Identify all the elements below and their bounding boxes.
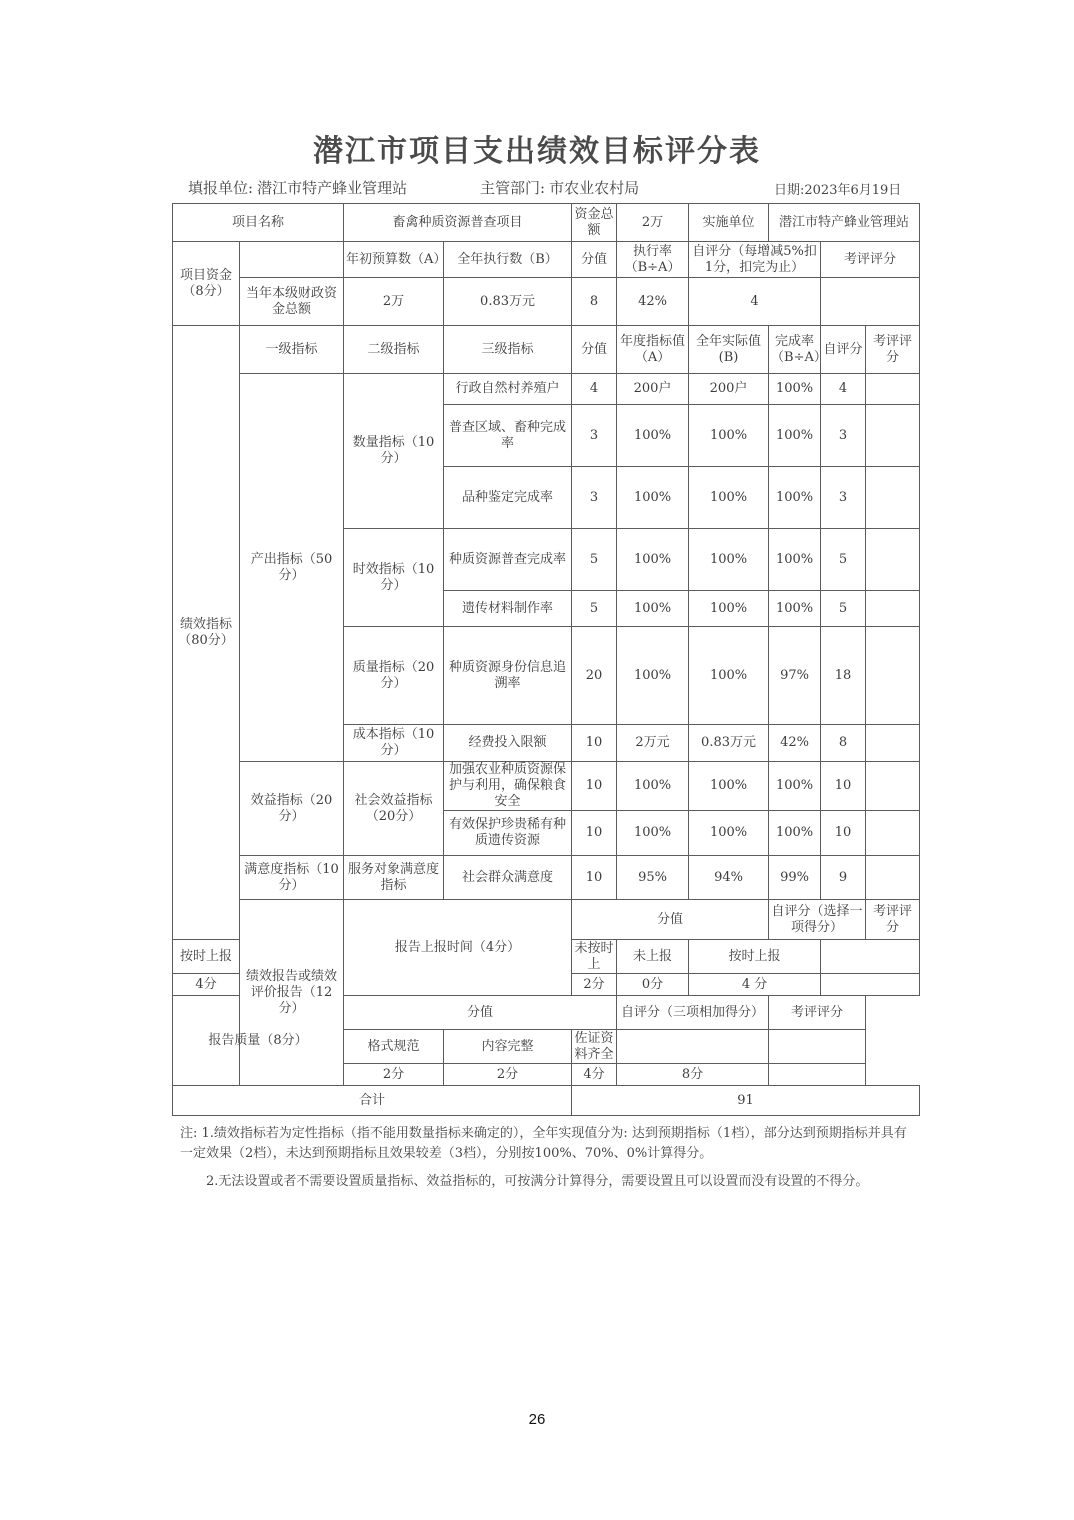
l3-score: 3: [572, 405, 617, 467]
l2-cost: 成本指标（10分）: [344, 725, 444, 762]
fund-col-rate: 执行率（B÷A）: [617, 242, 689, 278]
note-1: 注: 1.绩效指标若为定性指标（指不能用数量指标来确定的），全年实现值分为: 达到预期指标（1档），部分达到预期指标并具有一定效果（2档），未达到预期指标且效果较差（3档），分别按100%、70%、0%计算得分。: [180, 1126, 907, 1161]
l3-name: 种质资源普查完成率: [444, 529, 572, 591]
l3-target: 200户: [617, 374, 689, 405]
l3-review: [866, 856, 920, 900]
report-quality-pts2: 2分: [444, 1064, 572, 1086]
l3-target: 100%: [617, 591, 689, 627]
l3-target: 95%: [617, 856, 689, 900]
perf-h-review: 考评评分: [866, 326, 920, 374]
l3-score: 4: [572, 374, 617, 405]
fund-score: 8: [572, 278, 617, 326]
l3-rate: 99%: [769, 856, 821, 900]
perf-h-target: 年度指标值（A）: [617, 326, 689, 374]
fund-row-label: 当年本级财政资金总额: [240, 278, 344, 326]
report-quality-self-cell: [617, 1030, 769, 1064]
report-time-pts2: 2分: [572, 974, 617, 996]
total-value: 91: [572, 1086, 920, 1116]
l3-score: 5: [572, 529, 617, 591]
report-quality-pts3: 4分: [572, 1064, 617, 1086]
report-quality-label: 报告质量（8分）: [173, 996, 344, 1086]
page-title: 潜江市项目支出绩效目标评分表: [313, 134, 761, 169]
perf-h-l2: 二级指标: [344, 326, 444, 374]
report-date-value: 2023年6月19日: [804, 183, 902, 198]
l3-review: [866, 627, 920, 725]
fund-header-row: [173, 242, 920, 278]
report-time-self-label: 自评分（选择一项得分）: [769, 900, 866, 940]
l2-social: 社会效益指标（20分）: [344, 762, 444, 856]
total-label: 合计: [173, 1086, 572, 1116]
l3-rate: 100%: [769, 591, 821, 627]
l3-review: [866, 591, 920, 627]
report-time-header-row: [173, 900, 920, 940]
l3-name: 遗传材料制作率: [444, 591, 572, 627]
l1-satisfaction: 满意度指标（10分）: [240, 856, 344, 900]
l3-self: 5: [821, 529, 866, 591]
l2-service: 服务对象满意度指标: [344, 856, 444, 900]
supervising-dept: [480, 177, 639, 198]
fund-col-self: 自评分（每增减5%扣1分，扣完为止）: [689, 242, 821, 278]
fund-review-score: [821, 278, 920, 326]
report-time-review-pts: [821, 974, 920, 996]
fund-exec: 0.83万元: [444, 278, 572, 326]
fund-budget: 2万: [344, 278, 444, 326]
l3-rate: 97%: [769, 627, 821, 725]
l3-rate: 100%: [769, 374, 821, 405]
l2-quality: 质量指标（20分）: [344, 627, 444, 725]
report-section-label: 绩效报告或绩效评价报告（12分）: [240, 900, 344, 1086]
report-date: [774, 179, 901, 198]
total-row: [173, 1086, 920, 1116]
l3-self: 10: [821, 762, 866, 811]
report-time-opt3: 未上报: [617, 940, 689, 974]
table-row: [173, 374, 920, 405]
l3-review: [866, 725, 920, 762]
report-time-opt1: 按时上报: [173, 940, 240, 974]
l3-review: [866, 374, 920, 405]
l3-actual: 100%: [689, 529, 769, 591]
l3-score: 3: [572, 467, 617, 529]
report-quality-review-pts: [769, 1064, 866, 1086]
l3-target: 100%: [617, 467, 689, 529]
report-time-pts3: 0分: [617, 974, 689, 996]
project-name: 畜禽种质资源普查项目: [344, 204, 572, 242]
perf-h-self: 自评分: [821, 326, 866, 374]
impl-unit: 潜江市特产蜂业管理站: [769, 204, 920, 242]
score-table: [172, 203, 920, 1116]
report-time-review-cell: [821, 940, 920, 974]
l3-score: 10: [572, 856, 617, 900]
l3-name: 经费投入限额: [444, 725, 572, 762]
report-quality-review-cell: [769, 1030, 866, 1064]
perf-header-row: [173, 326, 920, 374]
report-time-self-value: 按时上报: [689, 940, 821, 974]
l3-score: 10: [572, 725, 617, 762]
l3-rate: 100%: [769, 467, 821, 529]
perf-h-l3: 三级指标: [444, 326, 572, 374]
l3-rate: 100%: [769, 811, 821, 856]
note-2: 2.无法设置或者不需要设置质量指标、效益指标的，可按满分计算得分，需要设置且可以设置而没有设置的不得分。: [206, 1174, 869, 1189]
report-time-label: 报告上报时间（4分）: [344, 900, 572, 996]
l3-name: 普查区域、畜种完成率: [444, 405, 572, 467]
report-quality-opt3: 佐证资料齐全: [572, 1030, 617, 1064]
report-quality-self-label: 自评分（三项相加得分）: [617, 996, 769, 1030]
table-row: [173, 856, 920, 900]
l3-review: [866, 467, 920, 529]
l3-score: 20: [572, 627, 617, 725]
l3-actual: 94%: [689, 856, 769, 900]
impl-unit-label: 实施单位: [689, 204, 769, 242]
l3-self: 10: [821, 811, 866, 856]
l3-target: 100%: [617, 627, 689, 725]
fund-col-budget: 年初预算数（A）: [344, 242, 444, 278]
l3-target: 100%: [617, 811, 689, 856]
l3-target: 100%: [617, 529, 689, 591]
l3-rate: 100%: [769, 762, 821, 811]
l3-score: 10: [572, 811, 617, 856]
report-quality-self-pts: 8分: [617, 1064, 769, 1086]
report-quality-opt2: 内容完整: [444, 1030, 572, 1064]
l3-name: 社会群众满意度: [444, 856, 572, 900]
l3-target: 100%: [617, 762, 689, 811]
l3-review: [866, 529, 920, 591]
report-date-label: 日期:: [774, 183, 805, 198]
l3-rate: 100%: [769, 529, 821, 591]
fund-section-label: 项目资金（8分）: [173, 242, 240, 326]
l3-name: 品种鉴定完成率: [444, 467, 572, 529]
report-quality-review-label: 考评评分: [769, 996, 866, 1030]
report-time-self-pts: 4 分: [689, 974, 821, 996]
report-time-opt2: 未按时上: [572, 940, 617, 974]
perf-h-rate: 完成率（B÷A）: [769, 326, 821, 374]
project-row: [173, 204, 920, 242]
fund-total-label: 资金总额: [572, 204, 617, 242]
l2-quantity: 数量指标（10分）: [344, 374, 444, 529]
l3-review: [866, 405, 920, 467]
l3-self: 5: [821, 591, 866, 627]
l3-name: 有效保护珍贵稀有种质遗传资源: [444, 811, 572, 856]
reporting-unit: [188, 177, 407, 198]
l1-benefit: 效益指标（20分）: [240, 762, 344, 856]
perf-section-label: 绩效指标（80分）: [173, 326, 240, 940]
reporting-unit-label: 填报单位:: [188, 179, 254, 197]
fund-col-review: 考评评分: [821, 242, 920, 278]
report-quality-pts1: 2分: [344, 1064, 444, 1086]
report-quality-score-label: 分值: [344, 996, 617, 1030]
l3-actual: 100%: [689, 467, 769, 529]
project-name-label: 项目名称: [173, 204, 344, 242]
l3-name: 行政自然村养殖户: [444, 374, 572, 405]
l3-self: 18: [821, 627, 866, 725]
report-time-review-label: 考评评分: [866, 900, 920, 940]
table-row: [173, 762, 920, 811]
fund-blank-cell: [240, 242, 344, 278]
l3-self: 8: [821, 725, 866, 762]
report-time-score-label: 分值: [572, 900, 769, 940]
fund-rate: 42%: [617, 278, 689, 326]
fund-col-score: 分值: [572, 242, 617, 278]
report-time-pts1: 4分: [173, 974, 240, 996]
fund-self-score: 4: [689, 278, 821, 326]
fund-total: 2万: [617, 204, 689, 242]
perf-h-actual: 全年实际值(B): [689, 326, 769, 374]
l3-name: 加强农业种质资源保护与利用，确保粮食安全: [444, 762, 572, 811]
report-quality-opt1: 格式规范: [344, 1030, 444, 1064]
l3-score: 10: [572, 762, 617, 811]
reporting-unit-value: 潜江市特产蜂业管理站: [257, 179, 408, 197]
l3-self: 3: [821, 467, 866, 529]
l3-name: 种质资源身份信息追溯率: [444, 627, 572, 725]
l3-self: 4: [821, 374, 866, 405]
l3-actual: 200户: [689, 374, 769, 405]
l3-actual: 100%: [689, 762, 769, 811]
fund-value-row: [173, 278, 920, 326]
l3-actual: 100%: [689, 405, 769, 467]
l2-time: 时效指标（10分）: [344, 529, 444, 627]
l3-self: 9: [821, 856, 866, 900]
l3-actual: 0.83万元: [689, 725, 769, 762]
l3-rate: 100%: [769, 405, 821, 467]
page-number: 26: [528, 1411, 546, 1428]
l3-score: 5: [572, 591, 617, 627]
perf-h-l1: 一级指标: [240, 326, 344, 374]
fund-col-exec: 全年执行数（B）: [444, 242, 572, 278]
supervising-dept-label: 主管部门:: [480, 179, 546, 197]
l3-actual: 100%: [689, 627, 769, 725]
l3-review: [866, 811, 920, 856]
l3-actual: 100%: [689, 591, 769, 627]
l1-output: 产出指标（50分）: [240, 374, 344, 762]
l3-target: 2万元: [617, 725, 689, 762]
supervising-dept-value: 市农业农村局: [549, 179, 640, 197]
perf-h-score: 分值: [572, 326, 617, 374]
l3-actual: 100%: [689, 811, 769, 856]
l3-target: 100%: [617, 405, 689, 467]
l3-review: [866, 762, 920, 811]
l3-self: 3: [821, 405, 866, 467]
l3-rate: 42%: [769, 725, 821, 762]
